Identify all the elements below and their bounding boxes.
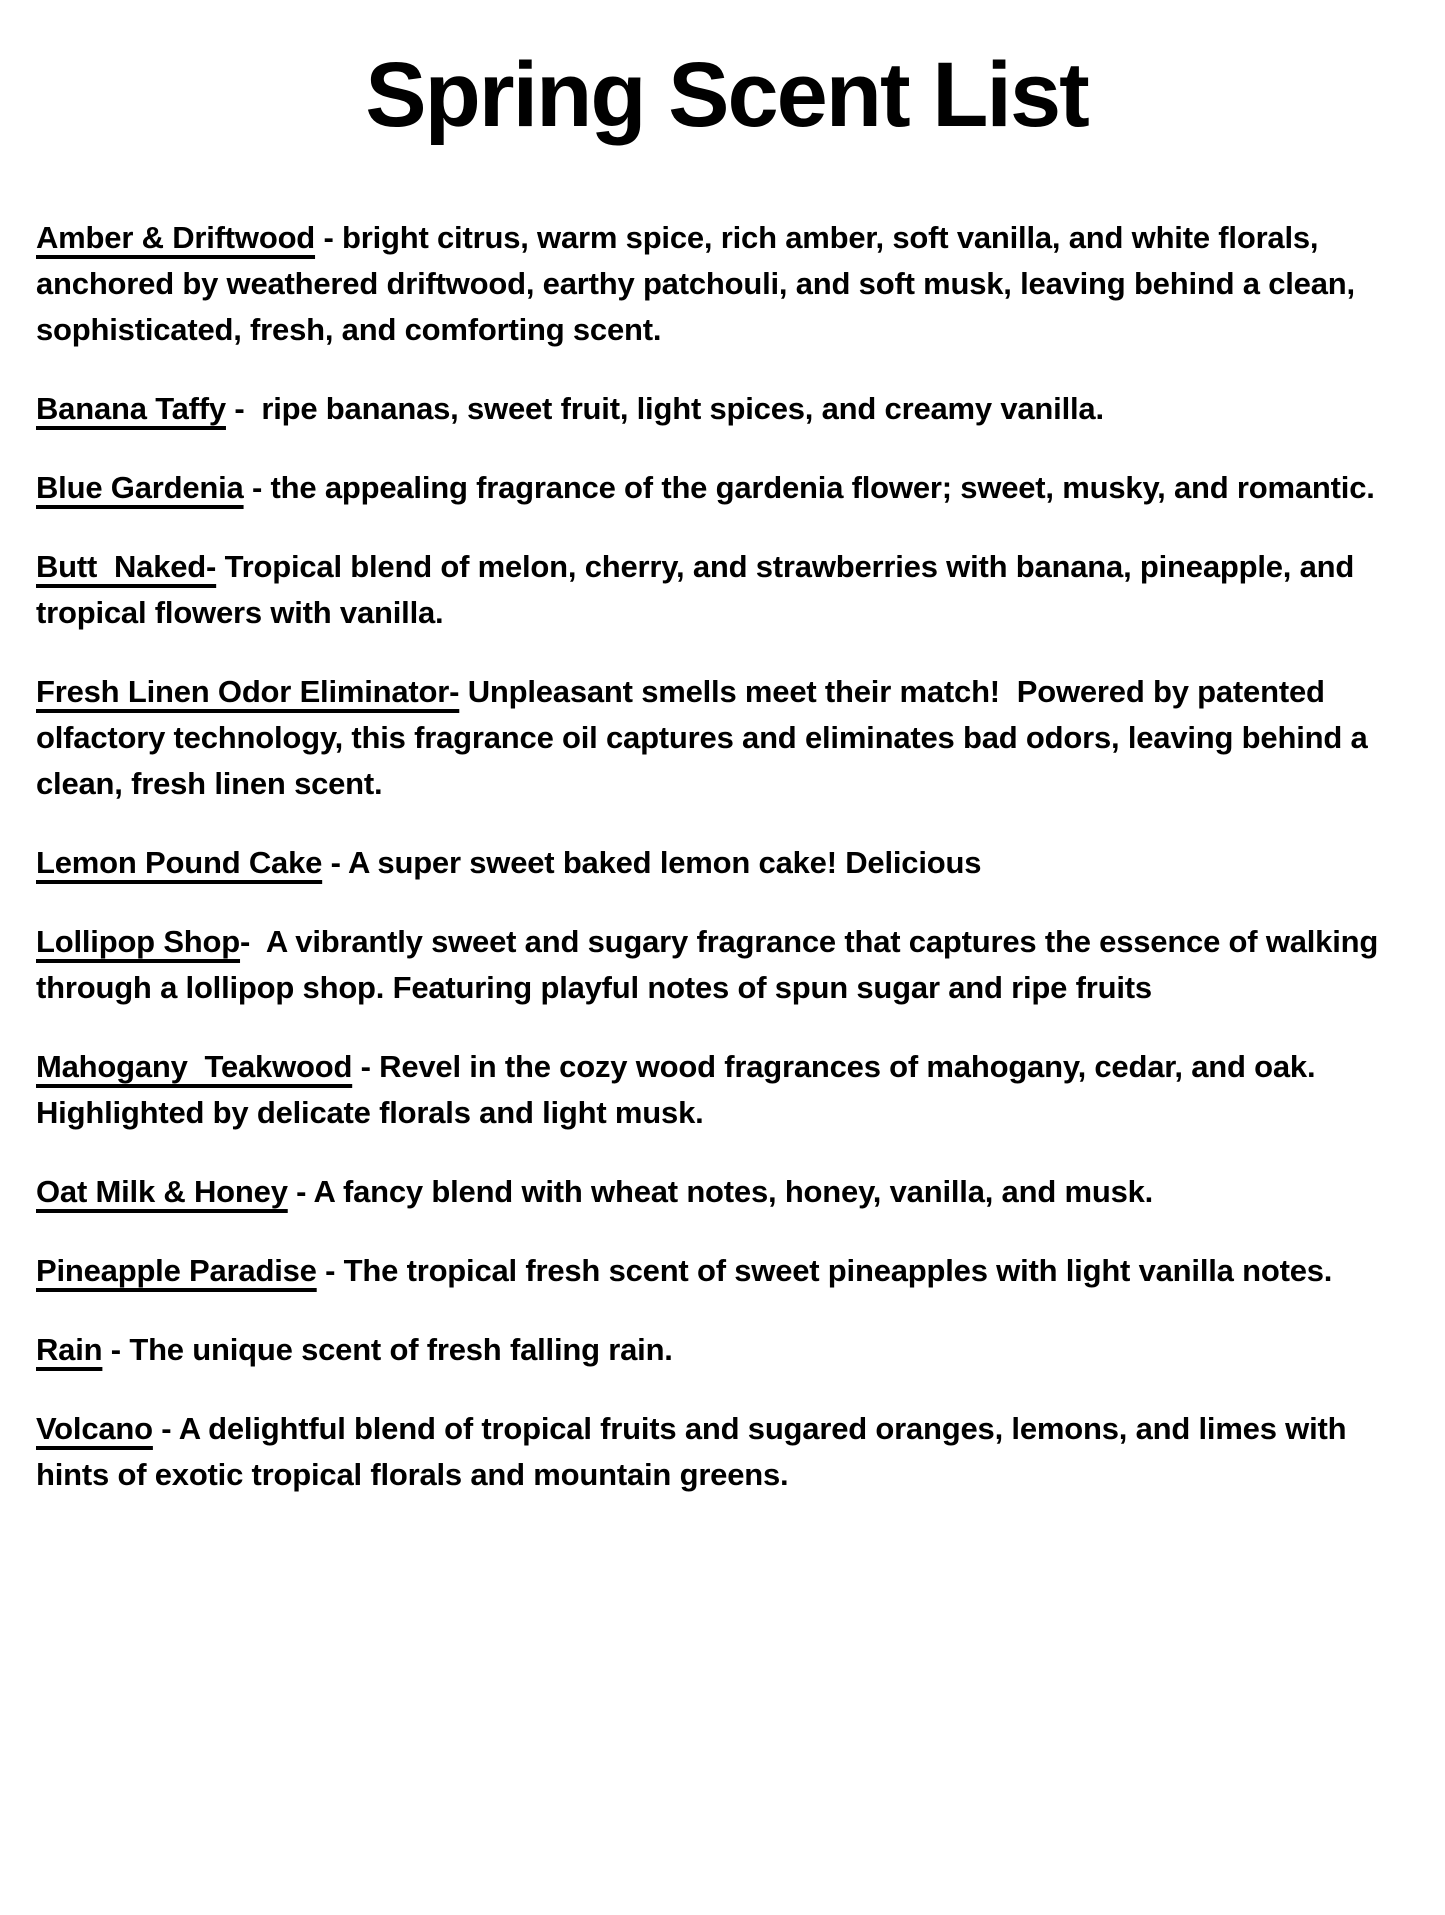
scent-name: Oat Milk & Honey	[36, 1174, 288, 1209]
page-title: Spring Scent List	[365, 44, 1088, 146]
scent-item	[36, 1044, 1417, 1136]
scent-name: Amber & Driftwood	[36, 220, 316, 255]
scent-name: Blue Gardenia	[36, 470, 244, 505]
scent-description: - The unique scent of fresh falling rain.	[102, 1332, 673, 1367]
scent-description: - the appealing fragrance of the gardenia flower; sweet, musky, and romantic.	[243, 470, 1375, 505]
scent-description: - ripe bananas, sweet fruit, light spices, and creamy vanilla.	[225, 391, 1104, 426]
scent-list	[36, 215, 1417, 1498]
scent-item	[36, 1248, 1417, 1294]
scent-description: Unpleasant smells meet their match! Powered by patented olfactory technology, this fragrance oil captures and eliminates bad odors, leaving behind a clean, fresh linen scent.	[36, 674, 1376, 801]
scent-description: - A vibrantly sweet and sugary fragrance that captures the essence of walking through a lollipop shop. Featuring playful notes of spun sugar and ripe fruits	[36, 924, 1387, 1005]
document-page	[0, 45, 1445, 1915]
scent-item	[36, 215, 1417, 353]
scent-name: Volcano	[36, 1411, 153, 1446]
scent-description: - A super sweet baked lemon cake! Delicious	[322, 845, 982, 880]
scent-item	[36, 1406, 1417, 1498]
scent-item	[36, 544, 1417, 636]
scent-name: Pineapple Paradise	[36, 1253, 317, 1288]
scent-name: Lemon Pound Cake	[36, 845, 323, 880]
scent-item	[36, 1327, 1417, 1373]
scent-name: Banana Taffy	[36, 391, 226, 426]
scent-item	[36, 386, 1417, 432]
scent-name: Butt Naked-	[36, 549, 217, 584]
scent-item	[36, 669, 1417, 807]
scent-name: Rain	[36, 1332, 103, 1367]
scent-item	[36, 1169, 1417, 1215]
scent-description: - Revel in the cozy wood fragrances of mahogany, cedar, and oak. Highlighted by delicate florals and light musk.	[36, 1049, 1324, 1130]
scent-description: - A delightful blend of tropical fruits and sugared oranges, lemons, and limes with hints of exotic tropical florals and mountain greens.	[36, 1411, 1355, 1492]
scent-description: - A fancy blend with wheat notes, honey, vanilla, and musk.	[287, 1174, 1154, 1209]
scent-name: Lollipop Shop	[36, 924, 241, 959]
scent-description: - The tropical fresh scent of sweet pineapples with light vanilla notes.	[316, 1253, 1333, 1288]
scent-name: Fresh Linen Odor Eliminator-	[36, 674, 460, 709]
scent-name: Mahogany Teakwood	[36, 1049, 353, 1084]
scent-description: Tropical blend of melon, cherry, and strawberries with banana, pineapple, and tropical flowers with vanilla.	[36, 549, 1363, 630]
scent-description: - bright citrus, warm spice, rich amber, soft vanilla, and white florals, anchored by weathered driftwood, earthy patchouli, and soft musk, leaving behind a clean, sophisticated, fresh, and comforting scent.	[36, 220, 1364, 347]
scent-item	[36, 465, 1417, 511]
scent-item	[36, 919, 1417, 1011]
scent-item	[36, 840, 1417, 886]
